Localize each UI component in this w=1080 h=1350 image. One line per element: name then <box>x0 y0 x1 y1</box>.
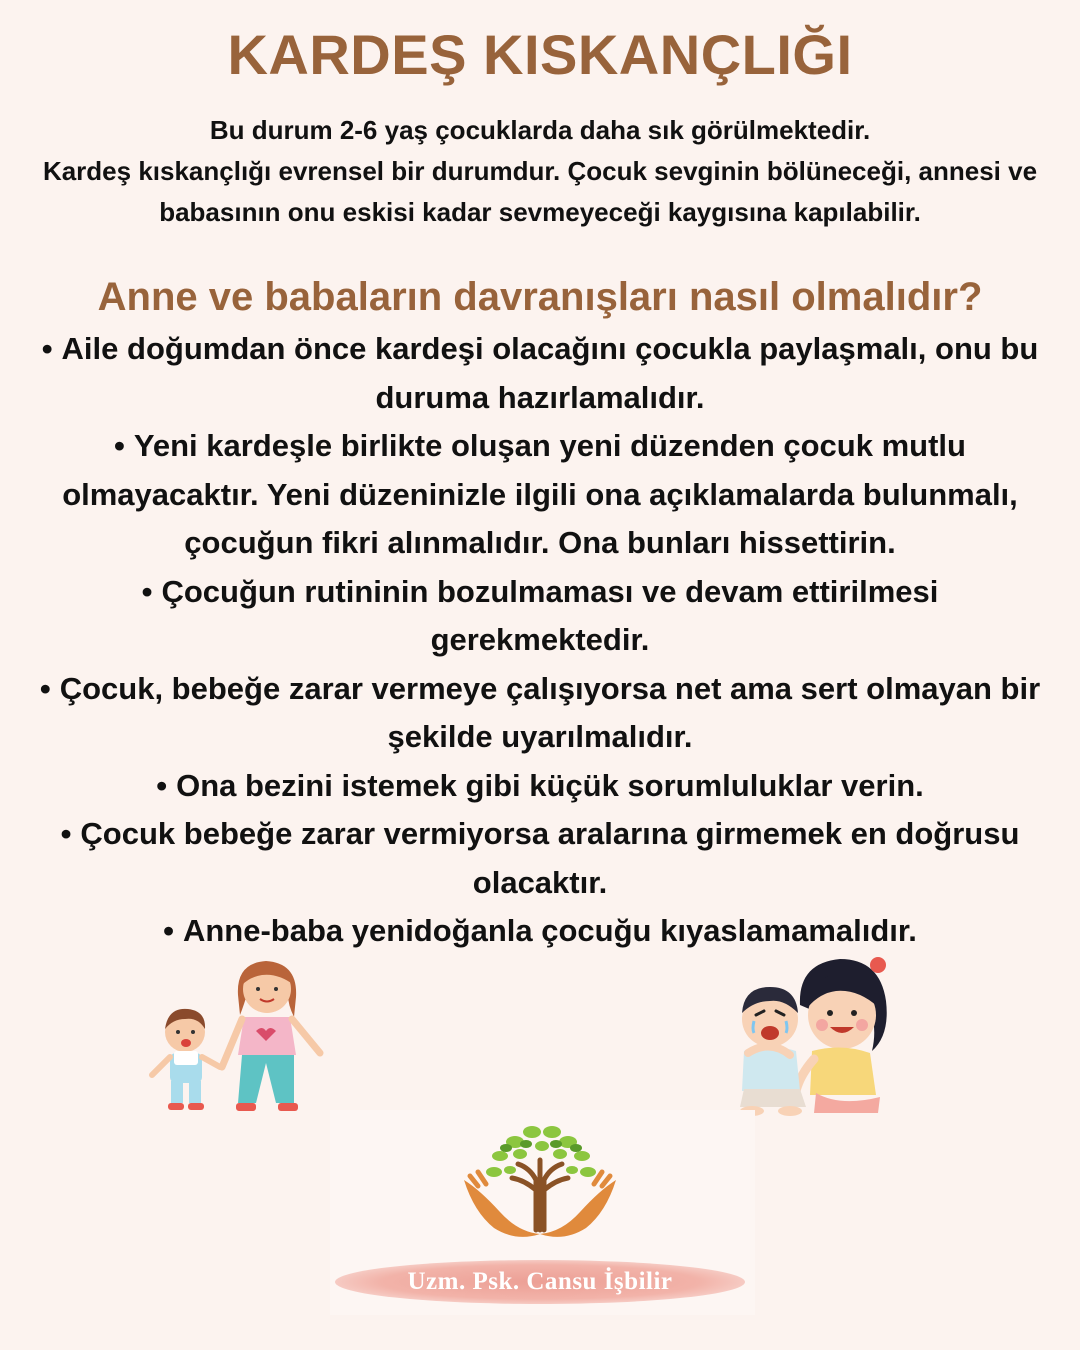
two-kids-walking-illustration <box>138 955 333 1120</box>
list-item-text: Yeni kardeşle birlikte oluşan yeni düzenden çocuk mutlu olmayacaktır. Yeni düzeninizle ilgili ona açıklamalarda bulunmalı, çocuğun fikri alınmalıdır. Ona bunları hissettirin. <box>62 428 1018 560</box>
logo <box>330 1110 755 1315</box>
list-item <box>30 665 1050 762</box>
list-item-text: Anne-baba yenidoğanla çocuğu kıyaslamamalıdır. <box>182 913 917 948</box>
signature-banner <box>335 1260 745 1304</box>
girl-comforting-crying-boy-illustration <box>730 955 905 1120</box>
list-item <box>30 762 1050 811</box>
bullet-icon: • <box>114 428 125 463</box>
bullet-icon: • <box>156 767 168 803</box>
bullet-icon: • <box>60 816 72 851</box>
section-heading: Anne ve babaların davranışları nasıl olmalıdır? <box>97 275 983 319</box>
list-item <box>30 422 1050 568</box>
list-item-text: Çocuğun rutininin bozulmaması ve devam ettirilmesi gerekmektedir. <box>161 573 939 657</box>
girl-figure <box>796 957 887 1113</box>
bullet-icon: • <box>39 670 51 706</box>
intro-line-1: Bu durum 2-6 yaş çocuklarda daha sık görülmektedir. <box>209 115 871 145</box>
tree-hands-logo <box>460 1120 620 1255</box>
boy-figure <box>152 1009 220 1110</box>
intro-line-2: Kardeş kıskançlığı evrensel bir durumdur. Çocuk sevginin bölüneceği, annesi ve babasının onu eskisi kadar sevmeyeceği kaygısına kapılabilir. <box>42 156 1038 227</box>
girl-figure <box>222 961 320 1111</box>
list-item-text: Ona bezini istemek gibi küçük sorumluluklar verin. <box>176 767 924 803</box>
intro-text <box>20 110 1060 233</box>
bullet-icon: • <box>41 331 53 366</box>
page-title: KARDEŞ KISKANÇLIĞI <box>227 23 853 86</box>
list-item-text: Çocuk, bebeğe zarar vermeye çalışıyorsa net ama sert olmayan bir şekilde uyarılmalıdır. <box>59 670 1041 754</box>
bullet-icon: • <box>141 573 153 609</box>
list-item <box>30 810 1050 907</box>
list-item <box>30 907 1050 956</box>
list-item-text: Aile doğumdan önce kardeşi olacağını çocukla paylaşmalı, onu bu duruma hazırlamalıdır. <box>61 331 1039 415</box>
bullet-icon: • <box>163 913 174 948</box>
boy-figure <box>740 987 806 1116</box>
list-item <box>30 325 1050 422</box>
list-item-text: Çocuk bebeğe zarar vermiyorsa aralarına girmemek en doğrusu olacaktır. <box>80 816 1020 900</box>
advice-list <box>30 325 1050 956</box>
list-item <box>30 568 1050 665</box>
signature-text: Uzm. Psk. Cansu İşbilir <box>407 1268 673 1295</box>
